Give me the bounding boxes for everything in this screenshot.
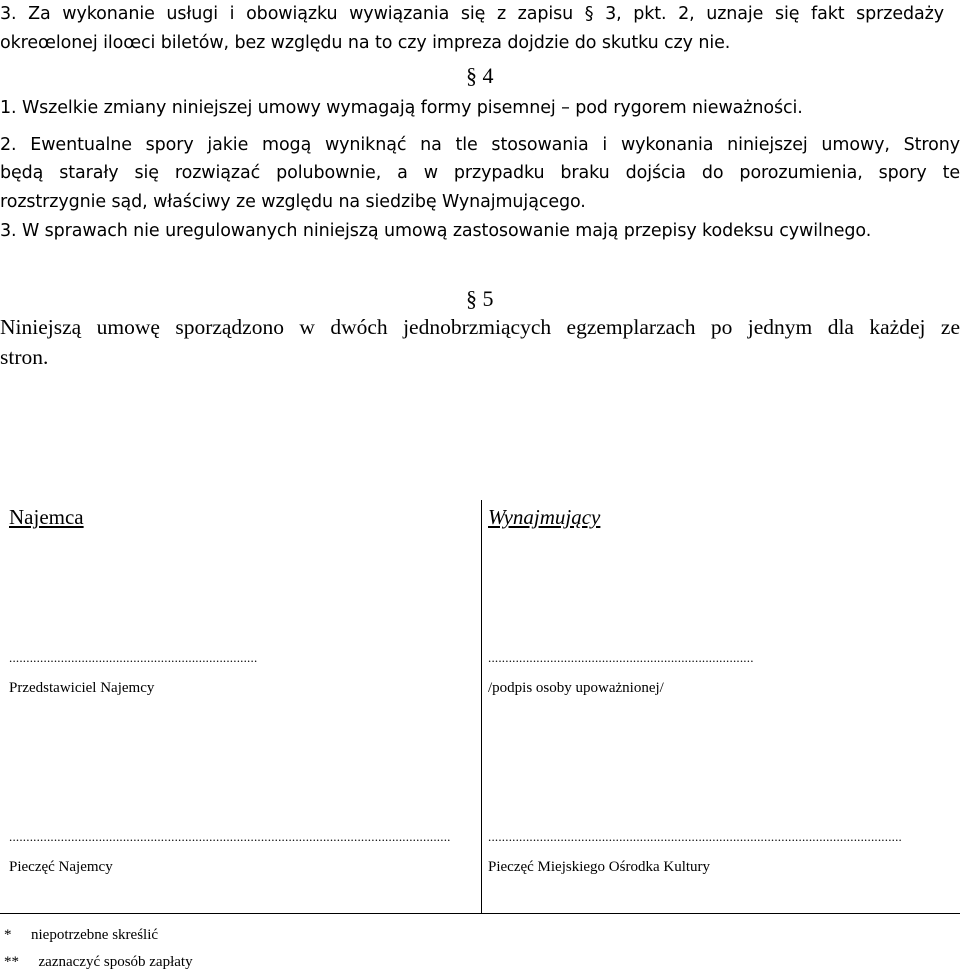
tenant-stamp-line: ................................................................................................................................ [9,829,451,844]
landlord-stamp-line: ........................................................................................................................ [488,829,902,844]
footnote-1-mark: * [4,927,12,943]
section-5-heading: § 5 [466,286,494,311]
section5-line1: Niniejszą umowę sporządzono w dwóch jednobrzmiących egzemplarzach po jednym dla każdej ze [0,315,960,339]
footnote-2-text: zaznaczyć sposób zapłaty [38,954,193,970]
section5-line2: stron. [0,345,49,369]
tenant-representative-label: Przedstawiciel Najemcy [9,680,155,696]
tenant-stamp-label: Pieczęć Najemcy [9,859,113,875]
footnote-2-mark: ** [4,954,19,970]
footnote-2 [4,954,193,971]
para3-line1: 3. Za wykonanie usługi i obowiązku wywiązania się z zapisu § 3, pkt. 2, uznaje się fakt sprzedaży [0,4,944,24]
para3-line2: okreœlonej iloœci biletów, bez względu na to czy impreza dojdzie do skutku czy nie. [0,33,731,53]
tenant-heading: Najemca [9,505,84,529]
tenant-signature-line: ........................................................................ [9,650,258,665]
section4-item2-line2: będą starały się rozwiązać polubownie, a w przypadku braku dojścia do porozumienia, spory te [0,163,960,183]
section4-item2-line1: 2. Ewentualne spory jakie mogą wyniknąć na tle stosowania i wykonania niniejszej umowy, Strony [0,135,960,155]
footnote-1 [4,927,158,944]
section-4-heading: § 4 [466,63,494,88]
section4-item1: 1. Wszelkie zmiany niniejszej umowy wymagają formy pisemnej – pod rygorem nieważności. [0,98,803,118]
landlord-authorized-label: /podpis osoby upoważnionej/ [488,680,664,696]
footnote-1-text: niepotrzebne skreślić [31,927,159,943]
landlord-heading: Wynajmujący [488,505,601,529]
landlord-signature-line: ............................................................................. [488,650,754,665]
section4-item2-line3: rozstrzygnie sąd, właściwy ze względu na siedzibę Wynajmującego. [0,192,586,212]
footer-rule [0,913,960,914]
landlord-stamp-label: Pieczęć Miejskiego Ośrodka Kultury [488,859,711,875]
signature-divider [481,500,482,914]
section4-item3: 3. W sprawach nie uregulowanych niniejszą umową zastosowanie mają przepisy kodeksu cywilnego. [0,221,872,241]
